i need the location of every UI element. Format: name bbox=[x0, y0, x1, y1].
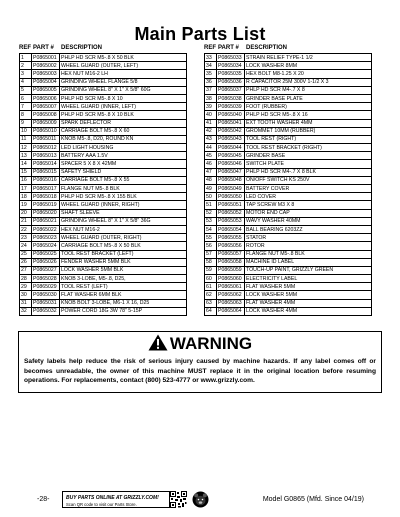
part-number-cell: P0865029 bbox=[32, 283, 60, 291]
description-cell: SAFETY SHIELD bbox=[60, 168, 187, 176]
column-header-left bbox=[19, 44, 187, 53]
part-number-cell: P0865006 bbox=[32, 94, 60, 102]
part-number-cell: P0865043 bbox=[217, 135, 245, 143]
description-cell: TOOL REST (LEFT) bbox=[60, 283, 187, 291]
description-cell: CARRIAGE BOLT M5-.8 X 60 bbox=[60, 127, 187, 135]
description-cell: FLAT WASHER 6MM BLK bbox=[60, 291, 187, 299]
description-cell: LOCK WASHER 5MM BLK bbox=[60, 266, 187, 274]
part-number-cell: P0865003 bbox=[32, 70, 60, 78]
ref-cell: 29 bbox=[20, 283, 32, 291]
description-cell: LOCK WASHER 4MM bbox=[245, 307, 372, 315]
description-cell: FLANGE NUT M5-.8 BLK bbox=[245, 250, 372, 258]
description-cell: GROMMET 10MM (RUBBER) bbox=[245, 127, 372, 135]
description-cell: POWER CORD 18G 3W 78" 5-15P bbox=[60, 307, 187, 315]
ref-cell: 60 bbox=[205, 275, 217, 283]
part-number-cell: P0865031 bbox=[32, 299, 60, 307]
parts-row bbox=[205, 78, 372, 86]
parts-row bbox=[20, 225, 187, 233]
parts-row bbox=[205, 193, 372, 201]
parts-row bbox=[205, 160, 372, 168]
part-number-cell: P0865059 bbox=[217, 266, 245, 274]
description-cell: R CAPACITOR 25M 300V 1-1/2 X 3 bbox=[245, 78, 372, 86]
description-cell: SPACER 5 X 8 X 42MM bbox=[60, 160, 187, 168]
part-number-cell: P0865008 bbox=[32, 111, 60, 119]
parts-row bbox=[20, 176, 187, 184]
ref-cell: 20 bbox=[20, 209, 32, 217]
description-cell: CARRIAGE BOLT M5-.8 X 55 bbox=[60, 176, 187, 184]
ref-cell: 49 bbox=[205, 185, 217, 193]
part-number-cell: P0865022 bbox=[32, 225, 60, 233]
warning-body: Safety labels help reduce the risk of serious injury caused by machine hazards. If any label comes off or becomes unreadable, the owner of this machine MUST replace it in the original location before resuming operations. For replacements, contact (800) 523-4777 or www.grizzly.com. bbox=[24, 358, 376, 385]
description-cell: TAP SCREW M3 X 8 bbox=[245, 201, 372, 209]
ref-cell: 32 bbox=[20, 307, 32, 315]
parts-row bbox=[205, 299, 372, 307]
parts-row bbox=[205, 103, 372, 111]
parts-row bbox=[20, 266, 187, 274]
ref-cell: 8 bbox=[20, 111, 32, 119]
ref-cell: 35 bbox=[205, 70, 217, 78]
ref-cell: 3 bbox=[20, 70, 32, 78]
ref-cell: 11 bbox=[20, 135, 32, 143]
parts-row bbox=[20, 275, 187, 283]
ref-cell: 26 bbox=[20, 258, 32, 266]
ref-cell: 51 bbox=[205, 201, 217, 209]
ref-cell: 31 bbox=[20, 299, 32, 307]
part-number-cell: P0865063 bbox=[217, 299, 245, 307]
ref-cell: 39 bbox=[205, 103, 217, 111]
ref-cell: 41 bbox=[205, 119, 217, 127]
parts-row bbox=[205, 209, 372, 217]
description-cell: FLANGE NUT M5-.8 BLK bbox=[60, 185, 187, 193]
parts-row bbox=[20, 127, 187, 135]
header-desc: DESCRIPTION bbox=[246, 45, 288, 51]
ref-cell: 48 bbox=[205, 176, 217, 184]
part-number-cell: P0865033 bbox=[217, 54, 245, 62]
description-cell: BATTERY COVER bbox=[245, 185, 372, 193]
description-cell: FOOT (RUBBER) bbox=[245, 103, 372, 111]
ref-cell: 13 bbox=[20, 152, 32, 160]
parts-table-right bbox=[204, 53, 372, 316]
description-cell: PHLP HD SCR M4-.7 X 8 bbox=[245, 86, 372, 94]
part-number-cell: P0865010 bbox=[32, 127, 60, 135]
part-number-cell: P0865034 bbox=[217, 62, 245, 70]
ref-cell: 16 bbox=[20, 176, 32, 184]
parts-row bbox=[205, 111, 372, 119]
part-number-cell: P0865026 bbox=[32, 258, 60, 266]
header-ref: REF bbox=[204, 45, 216, 51]
parts-row bbox=[20, 70, 187, 78]
description-cell: WHEEL GUARD (INNER, RIGHT) bbox=[60, 201, 187, 209]
parts-row bbox=[20, 299, 187, 307]
page-footer bbox=[0, 490, 400, 514]
ref-cell: 1 bbox=[20, 54, 32, 62]
parts-row bbox=[20, 62, 187, 70]
ref-cell: 33 bbox=[205, 54, 217, 62]
ref-cell: 54 bbox=[205, 225, 217, 233]
part-number-cell: P0865020 bbox=[32, 209, 60, 217]
description-cell: STRAIN RELIEF TYPE-1 1/2 bbox=[245, 54, 372, 62]
part-number-cell: P0865024 bbox=[32, 242, 60, 250]
description-cell: KNOB BOLT 3-LOBE, M6-1 X 16, D25 bbox=[60, 299, 187, 307]
part-number-cell: P0865049 bbox=[217, 185, 245, 193]
part-number-cell: P0865007 bbox=[32, 103, 60, 111]
parts-row bbox=[205, 283, 372, 291]
parts-row bbox=[20, 54, 187, 62]
ref-cell: 63 bbox=[205, 299, 217, 307]
description-cell: HEX BOLT M8-1.25 X 20 bbox=[245, 70, 372, 78]
buy-parts-box[interactable] bbox=[62, 491, 170, 508]
model-label: Model G0865 (Mfd. Since 04/19) bbox=[262, 496, 364, 503]
ref-cell: 4 bbox=[20, 78, 32, 86]
ref-cell: 47 bbox=[205, 168, 217, 176]
parts-row bbox=[20, 135, 187, 143]
ref-cell: 7 bbox=[20, 103, 32, 111]
parts-row bbox=[205, 86, 372, 94]
parts-row bbox=[20, 291, 187, 299]
description-cell: GRINDING WHEEL FLANGE 5/8 bbox=[60, 78, 187, 86]
description-cell: PHLP HD SCR M5-.8 X 10 bbox=[60, 94, 187, 102]
parts-table-left bbox=[19, 53, 187, 316]
parts-row bbox=[20, 258, 187, 266]
description-cell: KNOB 3-LOBE, M5-.8, D25, bbox=[60, 275, 187, 283]
parts-row bbox=[20, 217, 187, 225]
description-cell: MOTOR END CAP bbox=[245, 209, 372, 217]
description-cell: GRINDING WHEEL 8" X 1" X 5/8" 60G bbox=[60, 86, 187, 94]
ref-cell: 55 bbox=[205, 234, 217, 242]
part-number-cell: P0865019 bbox=[32, 201, 60, 209]
warning-triangle-icon bbox=[148, 334, 168, 356]
parts-row bbox=[20, 152, 187, 160]
part-number-cell: P0865044 bbox=[217, 144, 245, 152]
parts-row bbox=[205, 291, 372, 299]
column-header-right bbox=[204, 44, 372, 53]
description-cell: WHEEL GUARD (OUTER, RIGHT) bbox=[60, 234, 187, 242]
part-number-cell: P0865016 bbox=[32, 176, 60, 184]
part-number-cell: P0865013 bbox=[32, 152, 60, 160]
parts-row bbox=[205, 94, 372, 102]
parts-row bbox=[20, 160, 187, 168]
ref-cell: 34 bbox=[205, 62, 217, 70]
header-part: PART # bbox=[218, 45, 239, 51]
part-number-cell: P0865062 bbox=[217, 291, 245, 299]
description-cell: KNOB M5-.8, D20, ROUND KN bbox=[60, 135, 187, 143]
part-number-cell: P0865002 bbox=[32, 62, 60, 70]
ref-cell: 38 bbox=[205, 94, 217, 102]
ref-cell: 19 bbox=[20, 201, 32, 209]
ref-cell: 46 bbox=[205, 160, 217, 168]
ref-cell: 6 bbox=[20, 94, 32, 102]
parts-row bbox=[20, 193, 187, 201]
header-part: PART # bbox=[33, 45, 54, 51]
description-cell: BATTERY AAA 1.5V bbox=[60, 152, 187, 160]
ref-cell: 22 bbox=[20, 225, 32, 233]
description-cell: WAVY WASHER 40MM bbox=[245, 217, 372, 225]
ref-cell: 59 bbox=[205, 266, 217, 274]
description-cell: WHEEL GUARD (OUTER, LEFT) bbox=[60, 62, 187, 70]
parts-row bbox=[205, 54, 372, 62]
part-number-cell: P0865018 bbox=[32, 193, 60, 201]
part-number-cell: P0865025 bbox=[32, 250, 60, 258]
ref-cell: 10 bbox=[20, 127, 32, 135]
parts-column-left bbox=[19, 44, 187, 316]
parts-row bbox=[205, 242, 372, 250]
parts-row bbox=[20, 283, 187, 291]
description-cell: BALL BEARING 6203ZZ bbox=[245, 225, 372, 233]
description-cell: LED LIGHT HOUSING bbox=[60, 144, 187, 152]
ref-cell: 25 bbox=[20, 250, 32, 258]
description-cell: GRINDER BASE bbox=[245, 152, 372, 160]
part-number-cell: P0865012 bbox=[32, 144, 60, 152]
parts-row bbox=[20, 111, 187, 119]
part-number-cell: P0865051 bbox=[217, 201, 245, 209]
part-number-cell: P0865050 bbox=[217, 193, 245, 201]
ref-cell: 9 bbox=[20, 119, 32, 127]
part-number-cell: P0865041 bbox=[217, 119, 245, 127]
parts-row bbox=[205, 152, 372, 160]
part-number-cell: P0865061 bbox=[217, 283, 245, 291]
description-cell: FLAT WASHER 4MM bbox=[245, 299, 372, 307]
header-desc: DESCRIPTION bbox=[61, 45, 103, 51]
part-number-cell: P0865064 bbox=[217, 307, 245, 315]
part-number-cell: P0865046 bbox=[217, 160, 245, 168]
parts-row bbox=[205, 127, 372, 135]
part-number-cell: P0865014 bbox=[32, 160, 60, 168]
parts-row bbox=[205, 176, 372, 184]
description-cell: LED COVER bbox=[245, 193, 372, 201]
ref-cell: 2 bbox=[20, 62, 32, 70]
part-number-cell: P0865015 bbox=[32, 168, 60, 176]
ref-cell: 21 bbox=[20, 217, 32, 225]
part-number-cell: P0865052 bbox=[217, 209, 245, 217]
parts-row bbox=[20, 242, 187, 250]
part-number-cell: P0865005 bbox=[32, 86, 60, 94]
part-number-cell: P0865037 bbox=[217, 86, 245, 94]
part-number-cell: P0865017 bbox=[32, 185, 60, 193]
description-cell: GRINDING WHEEL 8" X 1" X 5/8" 36G bbox=[60, 217, 187, 225]
warning-box bbox=[18, 331, 382, 393]
description-cell: PHLP HD SCR M4-.7 X 8 BLK bbox=[245, 168, 372, 176]
part-number-cell: P0865030 bbox=[32, 291, 60, 299]
description-cell: CARRIAGE BOLT M5-.8 X 50 BLK bbox=[60, 242, 187, 250]
part-number-cell: P0865032 bbox=[32, 307, 60, 315]
parts-row bbox=[20, 201, 187, 209]
part-number-cell: P0865035 bbox=[217, 70, 245, 78]
parts-row bbox=[205, 62, 372, 70]
parts-column-right bbox=[204, 44, 372, 316]
part-number-cell: P0865057 bbox=[217, 250, 245, 258]
part-number-cell: P0865056 bbox=[217, 242, 245, 250]
parts-row bbox=[205, 258, 372, 266]
ref-cell: 52 bbox=[205, 209, 217, 217]
part-number-cell: P0865042 bbox=[217, 127, 245, 135]
part-number-cell: P0865004 bbox=[32, 78, 60, 86]
ref-cell: 12 bbox=[20, 144, 32, 152]
parts-row bbox=[205, 70, 372, 78]
parts-row bbox=[205, 217, 372, 225]
ref-cell: 24 bbox=[20, 242, 32, 250]
parts-row bbox=[20, 209, 187, 217]
parts-row bbox=[20, 234, 187, 242]
ref-cell: 28 bbox=[20, 275, 32, 283]
description-cell: LOCK WASHER 8MM bbox=[245, 62, 372, 70]
parts-row bbox=[20, 250, 187, 258]
ref-cell: 15 bbox=[20, 168, 32, 176]
description-cell: TOOL REST (RIGHT) bbox=[245, 135, 372, 143]
description-cell: STATOR bbox=[245, 234, 372, 242]
description-cell: PHLP HD SCR M5-.8 X 155 BLK bbox=[60, 193, 187, 201]
ref-cell: 56 bbox=[205, 242, 217, 250]
description-cell: TOUCH-UP PAINT, GRIZZLY GREEN bbox=[245, 266, 372, 274]
ref-cell: 58 bbox=[205, 258, 217, 266]
description-cell: PHLP HD SCR M5-.8 X 10 BLK bbox=[60, 111, 187, 119]
ref-cell: 61 bbox=[205, 283, 217, 291]
ref-cell: 53 bbox=[205, 217, 217, 225]
part-number-cell: P0865036 bbox=[217, 78, 245, 86]
header-ref: REF bbox=[19, 45, 31, 51]
ref-cell: 14 bbox=[20, 160, 32, 168]
part-number-cell: P0865028 bbox=[32, 275, 60, 283]
ref-cell: 45 bbox=[205, 152, 217, 160]
ref-cell: 50 bbox=[205, 193, 217, 201]
description-cell: GRINDER BASE PLATE bbox=[245, 94, 372, 102]
part-number-cell: P0865060 bbox=[217, 275, 245, 283]
description-cell: ROTOR bbox=[245, 242, 372, 250]
ref-cell: 36 bbox=[205, 78, 217, 86]
part-number-cell: P0865058 bbox=[217, 258, 245, 266]
parts-row bbox=[205, 144, 372, 152]
parts-row bbox=[205, 275, 372, 283]
ref-cell: 17 bbox=[20, 185, 32, 193]
description-cell: HEX NUT M16-2 bbox=[60, 225, 187, 233]
parts-row bbox=[205, 119, 372, 127]
description-cell: FLAT WASHER 5MM bbox=[245, 283, 372, 291]
ref-cell: 37 bbox=[205, 86, 217, 94]
scan-qr-line: Scan QR code to visit our Parts Store. bbox=[66, 502, 137, 507]
part-number-cell: P0865054 bbox=[217, 225, 245, 233]
parts-row bbox=[20, 168, 187, 176]
description-cell: MACHINE ID LABEL bbox=[245, 258, 372, 266]
part-number-cell: P0865038 bbox=[217, 94, 245, 102]
ref-cell: 57 bbox=[205, 250, 217, 258]
description-cell: PHLP HD SCR M5-.8 X 16 bbox=[245, 111, 372, 119]
parts-row bbox=[205, 307, 372, 315]
parts-row bbox=[205, 201, 372, 209]
description-cell: HEX NUT M16-2 LH bbox=[60, 70, 187, 78]
parts-row bbox=[20, 144, 187, 152]
part-number-cell: P0865048 bbox=[217, 176, 245, 184]
description-cell: SWITCH PLATE bbox=[245, 160, 372, 168]
parts-row bbox=[20, 78, 187, 86]
part-number-cell: P0865040 bbox=[217, 111, 245, 119]
part-number-cell: P0865021 bbox=[32, 217, 60, 225]
description-cell: PHLP HD SCR M5-.8 X 50 BLK bbox=[60, 54, 187, 62]
parts-row bbox=[20, 103, 187, 111]
parts-row bbox=[205, 185, 372, 193]
ref-cell: 23 bbox=[20, 234, 32, 242]
part-number-cell: P0865027 bbox=[32, 266, 60, 274]
ref-cell: 40 bbox=[205, 111, 217, 119]
part-number-cell: P0865053 bbox=[217, 217, 245, 225]
parts-row bbox=[205, 168, 372, 176]
parts-row bbox=[205, 250, 372, 258]
qr-code-icon[interactable] bbox=[170, 491, 187, 508]
description-cell: FENDER WASHER 5MM BLK bbox=[60, 258, 187, 266]
parts-row bbox=[205, 135, 372, 143]
ref-cell: 18 bbox=[20, 193, 32, 201]
parts-row bbox=[20, 94, 187, 102]
description-cell: TOOL REST BRACKET (LEFT) bbox=[60, 250, 187, 258]
warning-heading bbox=[19, 334, 381, 356]
grizzly-bear-logo-icon bbox=[192, 491, 209, 508]
part-number-cell: P0865011 bbox=[32, 135, 60, 143]
ref-cell: 62 bbox=[205, 291, 217, 299]
ref-cell: 30 bbox=[20, 291, 32, 299]
ref-cell: 42 bbox=[205, 127, 217, 135]
part-number-cell: P0865055 bbox=[217, 234, 245, 242]
ref-cell: 27 bbox=[20, 266, 32, 274]
description-cell: SPARK DEFLECTOR bbox=[60, 119, 187, 127]
ref-cell: 5 bbox=[20, 86, 32, 94]
ref-cell: 43 bbox=[205, 135, 217, 143]
part-number-cell: P0865047 bbox=[217, 168, 245, 176]
part-number-cell: P0865023 bbox=[32, 234, 60, 242]
description-cell: SHAFT SLEEVE bbox=[60, 209, 187, 217]
description-cell: ON/OFF SWITCH KS 250V bbox=[245, 176, 372, 184]
description-cell: LOCK WASHER 5MM bbox=[245, 291, 372, 299]
parts-row bbox=[205, 234, 372, 242]
parts-row bbox=[20, 307, 187, 315]
description-cell: TOOL REST BRACKET (RIGHT) bbox=[245, 144, 372, 152]
part-number-cell: P0865039 bbox=[217, 103, 245, 111]
part-number-cell: P0865045 bbox=[217, 152, 245, 160]
description-cell: ELECTRICITY LABEL bbox=[245, 275, 372, 283]
page-number: -28- bbox=[37, 496, 50, 503]
page-title: Main Parts List bbox=[134, 24, 266, 44]
part-number-cell: P0865009 bbox=[32, 119, 60, 127]
part-number-cell: P0865001 bbox=[32, 54, 60, 62]
ref-cell: 44 bbox=[205, 144, 217, 152]
parts-row bbox=[20, 185, 187, 193]
parts-row bbox=[205, 266, 372, 274]
description-cell: EXT TOOTH WASHER 4MM bbox=[245, 119, 372, 127]
ref-cell: 64 bbox=[205, 307, 217, 315]
parts-row bbox=[20, 119, 187, 127]
parts-row bbox=[205, 225, 372, 233]
description-cell: WHEEL GUARD (INNER, LEFT) bbox=[60, 103, 187, 111]
warning-heading-text: WARNING bbox=[169, 334, 253, 353]
buy-parts-line: BUY PARTS ONLINE AT GRIZZLY.COM! bbox=[66, 495, 159, 501]
parts-row bbox=[20, 86, 187, 94]
